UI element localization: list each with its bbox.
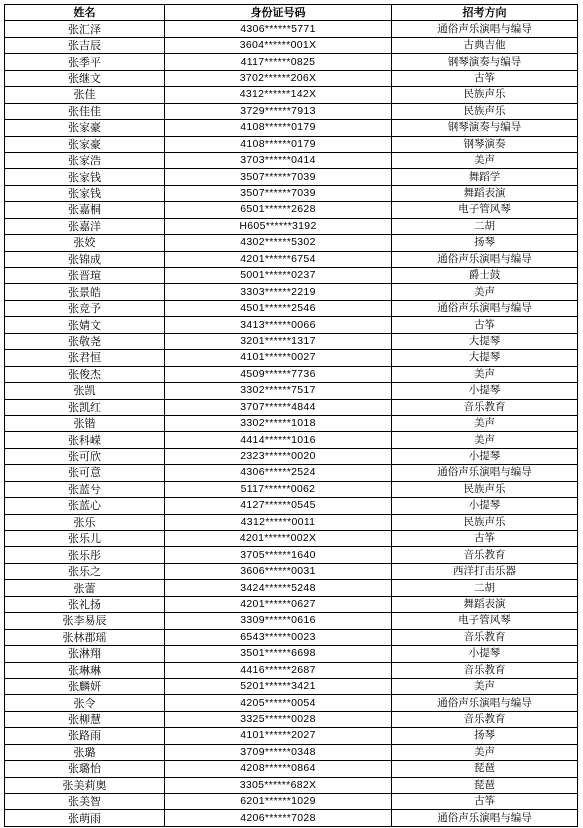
direction-cell: 钢琴演奏与编导 [392, 120, 578, 136]
table-row [5, 580, 578, 596]
table-row [5, 268, 578, 284]
direction-cell: 音乐教育 [392, 662, 578, 678]
name-cell: 张嘉洋 [5, 218, 165, 234]
name-cell: 张家豪 [5, 136, 165, 152]
direction-cell: 扬琴 [392, 728, 578, 744]
id-number-cell: 4101******2027 [165, 728, 392, 744]
name-cell: 张麟妍 [5, 678, 165, 694]
table-row [5, 366, 578, 382]
direction-cell: 民族声乐 [392, 103, 578, 119]
id-number-cell: 4201******6754 [165, 251, 392, 267]
name-cell: 张晋瑄 [5, 268, 165, 284]
direction-cell: 小提琴 [392, 383, 578, 399]
table-row [5, 235, 578, 251]
id-number-cell: 3309******0616 [165, 613, 392, 629]
name-cell: 张乐之 [5, 563, 165, 579]
table-row [5, 169, 578, 185]
name-cell: 张乐 [5, 514, 165, 530]
name-cell: 张佳 [5, 87, 165, 103]
name-cell: 张凯 [5, 383, 165, 399]
table-row [5, 563, 578, 579]
id-number-cell: 4312******0011 [165, 514, 392, 530]
direction-cell: 小提琴 [392, 448, 578, 464]
id-number-cell: 6501******2628 [165, 202, 392, 218]
id-number-cell: 3325******0028 [165, 711, 392, 727]
table-row [5, 333, 578, 349]
name-cell: 张科嵘 [5, 432, 165, 448]
id-number-cell: 4416******2687 [165, 662, 392, 678]
id-number-cell: 3703******0414 [165, 152, 392, 168]
header-row [5, 5, 578, 21]
name-cell: 张凯红 [5, 399, 165, 415]
table-row [5, 547, 578, 563]
table-row [5, 646, 578, 662]
name-cell: 张蓝兮 [5, 481, 165, 497]
table-row [5, 251, 578, 267]
name-cell: 张锴 [5, 415, 165, 431]
table-row [5, 465, 578, 481]
direction-cell: 美声 [392, 284, 578, 300]
table-row [5, 300, 578, 316]
id-number-cell: 3413******0066 [165, 317, 392, 333]
name-cell: 张吉辰 [5, 37, 165, 53]
id-number-cell: 3201******1317 [165, 333, 392, 349]
table-row [5, 37, 578, 53]
direction-cell: 大提琴 [392, 350, 578, 366]
table-row [5, 202, 578, 218]
table-row [5, 284, 578, 300]
id-number-cell: 4414******1016 [165, 432, 392, 448]
id-number-cell: 4117******0825 [165, 54, 392, 70]
id-number-cell: 4208******0864 [165, 761, 392, 777]
name-cell: 张乐儿 [5, 531, 165, 547]
direction-cell: 美声 [392, 415, 578, 431]
id-number-cell: 3507******7039 [165, 169, 392, 185]
direction-cell: 美声 [392, 678, 578, 694]
name-cell: 张嘉桐 [5, 202, 165, 218]
table-row [5, 794, 578, 810]
direction-cell: 古筝 [392, 70, 578, 86]
table-row [5, 448, 578, 464]
table-row [5, 70, 578, 86]
direction-cell: 电子管风琴 [392, 613, 578, 629]
id-number-cell: 4312******142X [165, 87, 392, 103]
direction-cell: 音乐教育 [392, 399, 578, 415]
table-row [5, 21, 578, 37]
direction-cell: 美声 [392, 432, 578, 448]
applicant-table [4, 4, 578, 827]
id-number-cell: 5201******3421 [165, 678, 392, 694]
direction-cell: 舞蹈学 [392, 169, 578, 185]
direction-cell: 西洋打击乐器 [392, 563, 578, 579]
name-cell: 张萌雨 [5, 810, 165, 826]
direction-cell: 民族声乐 [392, 481, 578, 497]
table-row [5, 120, 578, 136]
id-number-cell: 6543******0023 [165, 629, 392, 645]
direction-cell: 美声 [392, 366, 578, 382]
id-number-cell: 4201******002X [165, 531, 392, 547]
direction-cell: 通俗声乐演唱与编导 [392, 251, 578, 267]
name-cell: 张林郡瑶 [5, 629, 165, 645]
direction-cell: 电子管风琴 [392, 202, 578, 218]
table-row [5, 103, 578, 119]
name-cell: 张美智 [5, 794, 165, 810]
name-cell: 张佳佳 [5, 103, 165, 119]
table-row [5, 629, 578, 645]
name-cell: 张乐彤 [5, 547, 165, 563]
table-row [5, 695, 578, 711]
direction-cell: 美声 [392, 744, 578, 760]
direction-cell: 爵士鼓 [392, 268, 578, 284]
direction-cell: 音乐教育 [392, 547, 578, 563]
id-number-cell: 4108******0179 [165, 136, 392, 152]
name-cell: 张姣 [5, 235, 165, 251]
header-direction: 招考方向 [392, 5, 578, 21]
direction-cell: 音乐教育 [392, 711, 578, 727]
table-row [5, 596, 578, 612]
id-number-cell: 3709******0348 [165, 744, 392, 760]
direction-cell: 古筝 [392, 794, 578, 810]
header-name: 姓名 [5, 5, 165, 21]
id-number-cell: 4205******0054 [165, 695, 392, 711]
name-cell: 张琳琳 [5, 662, 165, 678]
direction-cell: 音乐教育 [392, 629, 578, 645]
direction-cell: 民族声乐 [392, 87, 578, 103]
direction-cell: 二胡 [392, 218, 578, 234]
table-row [5, 711, 578, 727]
direction-cell: 通俗声乐演唱与编导 [392, 21, 578, 37]
name-cell: 张汇泽 [5, 21, 165, 37]
name-cell: 张璐怡 [5, 761, 165, 777]
direction-cell: 通俗声乐演唱与编导 [392, 810, 578, 826]
name-cell: 张璐 [5, 744, 165, 760]
direction-cell: 舞蹈表演 [392, 185, 578, 201]
id-number-cell: 3424******5248 [165, 580, 392, 596]
table-row [5, 744, 578, 760]
id-number-cell: 5001******0237 [165, 268, 392, 284]
table-row [5, 136, 578, 152]
direction-cell: 古筝 [392, 317, 578, 333]
name-cell: 张君恒 [5, 350, 165, 366]
table-row [5, 399, 578, 415]
id-number-cell: 4108******0179 [165, 120, 392, 136]
id-number-cell: 4101******0027 [165, 350, 392, 366]
direction-cell: 钢琴演奏 [392, 136, 578, 152]
name-cell: 张淋翔 [5, 646, 165, 662]
direction-cell: 小提琴 [392, 498, 578, 514]
direction-cell: 小提琴 [392, 646, 578, 662]
name-cell: 张可意 [5, 465, 165, 481]
id-number-cell: 3305******682X [165, 777, 392, 793]
direction-cell: 通俗声乐演唱与编导 [392, 300, 578, 316]
id-number-cell: 3705******1640 [165, 547, 392, 563]
direction-cell: 二胡 [392, 580, 578, 596]
name-cell: 张李易辰 [5, 613, 165, 629]
id-number-cell: 3729******7913 [165, 103, 392, 119]
name-cell: 张柳慧 [5, 711, 165, 727]
name-cell: 张竞予 [5, 300, 165, 316]
direction-cell: 扬琴 [392, 235, 578, 251]
table-row [5, 777, 578, 793]
id-number-cell: 3302******1018 [165, 415, 392, 431]
direction-cell: 美声 [392, 152, 578, 168]
name-cell: 张婧文 [5, 317, 165, 333]
id-number-cell: 3303******2219 [165, 284, 392, 300]
id-number-cell: 4206******7028 [165, 810, 392, 826]
direction-cell: 舞蹈表演 [392, 596, 578, 612]
id-number-cell: 4509******7736 [165, 366, 392, 382]
name-cell: 张令 [5, 695, 165, 711]
name-cell: 张敬尧 [5, 333, 165, 349]
direction-cell: 古筝 [392, 531, 578, 547]
table-row [5, 218, 578, 234]
table-row [5, 350, 578, 366]
name-cell: 张可欣 [5, 448, 165, 464]
name-cell: 张路雨 [5, 728, 165, 744]
table-row [5, 531, 578, 547]
name-cell: 张蓝心 [5, 498, 165, 514]
table-row [5, 481, 578, 497]
id-number-cell: 3501******6698 [165, 646, 392, 662]
table-row [5, 152, 578, 168]
name-cell: 张锦成 [5, 251, 165, 267]
name-cell: 张家钱 [5, 185, 165, 201]
id-number-cell: 3302******7517 [165, 383, 392, 399]
id-number-cell: 3707******4844 [165, 399, 392, 415]
table-row [5, 87, 578, 103]
name-cell: 张家钱 [5, 169, 165, 185]
table-row [5, 498, 578, 514]
table-row [5, 810, 578, 826]
header-id-number: 身份证号码 [165, 5, 392, 21]
table-body [5, 21, 578, 826]
id-number-cell: 3507******7039 [165, 185, 392, 201]
direction-cell: 琵琶 [392, 761, 578, 777]
name-cell: 张家浩 [5, 152, 165, 168]
name-cell: 张景皓 [5, 284, 165, 300]
id-number-cell: 5117******0062 [165, 481, 392, 497]
id-number-cell: 3702******206X [165, 70, 392, 86]
name-cell: 张礼扬 [5, 596, 165, 612]
name-cell: 张家豪 [5, 120, 165, 136]
table-row [5, 761, 578, 777]
id-number-cell: 6201******1029 [165, 794, 392, 810]
name-cell: 张继文 [5, 70, 165, 86]
table-row [5, 54, 578, 70]
id-number-cell: 2323******0020 [165, 448, 392, 464]
id-number-cell: 4302******5302 [165, 235, 392, 251]
direction-cell: 琵琶 [392, 777, 578, 793]
id-number-cell: 4306******2524 [165, 465, 392, 481]
table-row [5, 728, 578, 744]
name-cell: 张蕾 [5, 580, 165, 596]
table-row [5, 678, 578, 694]
id-number-cell: H605******3192 [165, 218, 392, 234]
direction-cell: 民族声乐 [392, 514, 578, 530]
direction-cell: 通俗声乐演唱与编导 [392, 695, 578, 711]
table-row [5, 383, 578, 399]
id-number-cell: 4201******0627 [165, 596, 392, 612]
id-number-cell: 4306******5771 [165, 21, 392, 37]
table-row [5, 432, 578, 448]
id-number-cell: 3604******001X [165, 37, 392, 53]
table-row [5, 317, 578, 333]
table-row [5, 185, 578, 201]
name-cell: 张俊杰 [5, 366, 165, 382]
direction-cell: 钢琴演奏与编导 [392, 54, 578, 70]
direction-cell: 古典吉他 [392, 37, 578, 53]
table-row [5, 662, 578, 678]
id-number-cell: 3606******0031 [165, 563, 392, 579]
id-number-cell: 4127******0545 [165, 498, 392, 514]
table-row [5, 514, 578, 530]
direction-cell: 大提琴 [392, 333, 578, 349]
id-number-cell: 4501******2546 [165, 300, 392, 316]
direction-cell: 通俗声乐演唱与编导 [392, 465, 578, 481]
name-cell: 张美莉奥 [5, 777, 165, 793]
name-cell: 张季平 [5, 54, 165, 70]
table-row [5, 613, 578, 629]
table-row [5, 415, 578, 431]
